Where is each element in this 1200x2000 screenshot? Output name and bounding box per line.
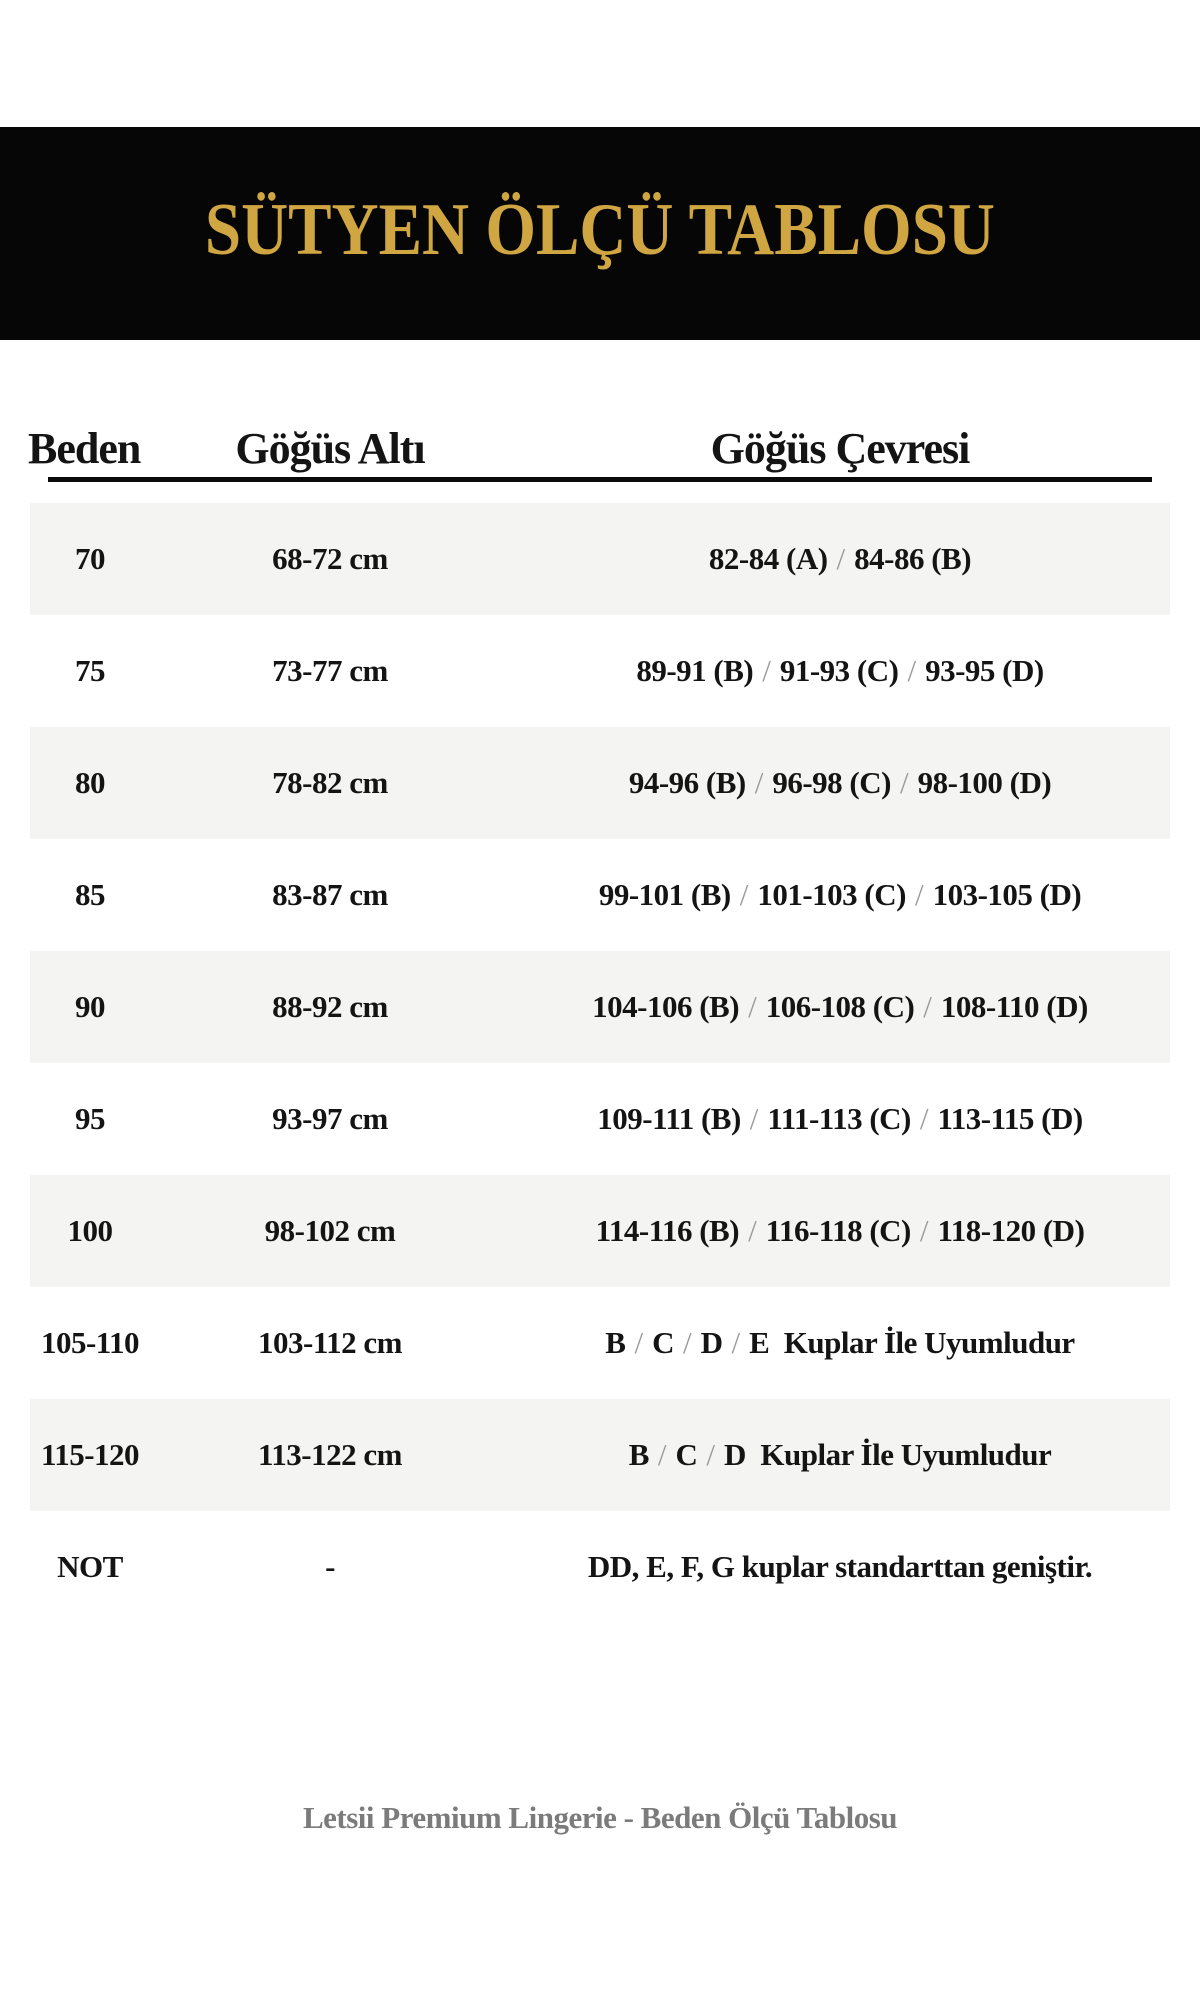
column-header-gogus-cevresi: Göğüs Çevresi xyxy=(710,424,970,473)
slash-separator: / xyxy=(907,653,917,688)
slash-separator: / xyxy=(754,765,764,800)
table-row xyxy=(30,951,1170,1063)
cell-beden: 85 xyxy=(75,877,105,912)
cell-gogus-alti: 88-92 cm xyxy=(272,989,388,1024)
cell-gogus-alti: 73-77 cm xyxy=(272,653,388,688)
slash-separator: / xyxy=(919,1213,929,1248)
table-row xyxy=(30,615,1170,727)
cell-gogus-cevresi: 94-96 (B) / 96-98 (C) / 98-100 (D) xyxy=(628,765,1052,800)
slash-separator: / xyxy=(748,989,757,1024)
slash-separator: / xyxy=(749,1101,759,1136)
slash-separator: / xyxy=(836,541,846,576)
table-row xyxy=(30,1399,1170,1511)
slash-separator: / xyxy=(731,1325,741,1360)
cell-beden: 100 xyxy=(67,1213,113,1248)
slash-separator: / xyxy=(748,1213,757,1248)
table-body xyxy=(0,503,1200,1623)
cell-beden: 80 xyxy=(75,765,105,800)
column-header-beden: Beden xyxy=(28,424,141,473)
cell-gogus-cevresi: DD, E, F, G kuplar standarttan geniştir. xyxy=(587,1549,1093,1584)
cell-beden: 115-120 xyxy=(40,1437,140,1472)
slash-separator: / xyxy=(706,1437,716,1472)
cell-gogus-cevresi: 99-101 (B) / 101-103 (C) / 103-105 (D) xyxy=(598,877,1082,912)
page-title: SÜTYEN ÖLÇÜ TABLOSU xyxy=(204,189,996,271)
cell-gogus-cevresi: 114-116 (B) / 116-118 (C) / 118-120 (D) xyxy=(595,1213,1085,1248)
cell-gogus-cevresi: B / C / D / E Kuplar İle Uyumludur xyxy=(605,1325,1075,1360)
cell-gogus-alti: 98-102 cm xyxy=(264,1213,396,1248)
slash-separator: / xyxy=(914,877,924,912)
cell-gogus-alti: 113-122 cm xyxy=(258,1437,402,1472)
cell-beden: 95 xyxy=(75,1101,105,1136)
cell-gogus-alti: 93-97 cm xyxy=(272,1101,388,1136)
slash-separator: / xyxy=(923,989,932,1024)
cell-gogus-alti: 68-72 cm xyxy=(272,541,388,576)
title-banner xyxy=(0,127,1200,340)
cell-beden: 90 xyxy=(75,989,105,1024)
table-row xyxy=(30,503,1170,615)
cell-gogus-cevresi: B / C / D Kuplar İle Uyumludur xyxy=(628,1437,1052,1472)
footer-caption: Letsii Premium Lingerie - Beden Ölçü Tablosu xyxy=(302,1800,898,1835)
cell-beden: 70 xyxy=(75,541,105,576)
table-row xyxy=(30,839,1170,951)
slash-separator: / xyxy=(682,1325,692,1360)
cell-gogus-alti: 78-82 cm xyxy=(272,765,388,800)
cell-gogus-cevresi: 104-106 (B) / 106-108 (C) / 108-110 (D) xyxy=(592,989,1088,1024)
header-divider xyxy=(48,477,1152,482)
column-header-gogus-alti: Göğüs Altı xyxy=(235,424,425,473)
slash-separator: / xyxy=(919,1101,929,1136)
table-row xyxy=(30,1175,1170,1287)
slash-separator: / xyxy=(762,653,771,688)
table-row xyxy=(30,1287,1170,1399)
slash-separator: / xyxy=(739,877,749,912)
table-row xyxy=(30,1511,1170,1623)
cell-gogus-cevresi: 109-111 (B) / 111-113 (C) / 113-115 (D) xyxy=(597,1101,1083,1136)
cell-beden: 105-110 xyxy=(40,1325,140,1360)
table-row xyxy=(30,727,1170,839)
slash-separator: / xyxy=(657,1437,667,1472)
cell-gogus-alti: 83-87 cm xyxy=(272,877,388,912)
slash-separator: / xyxy=(899,765,909,800)
cell-beden: NOT xyxy=(57,1549,123,1584)
cell-gogus-alti: - xyxy=(325,1549,335,1584)
table-row xyxy=(30,1063,1170,1175)
cell-gogus-cevresi: 89-91 (B) / 91-93 (C) / 93-95 (D) xyxy=(636,653,1044,688)
cell-gogus-cevresi: 82-84 (A) / 84-86 (B) xyxy=(708,541,972,576)
cell-gogus-alti: 103-112 cm xyxy=(258,1325,402,1360)
slash-separator: / xyxy=(634,1325,644,1360)
cell-beden: 75 xyxy=(75,653,105,688)
